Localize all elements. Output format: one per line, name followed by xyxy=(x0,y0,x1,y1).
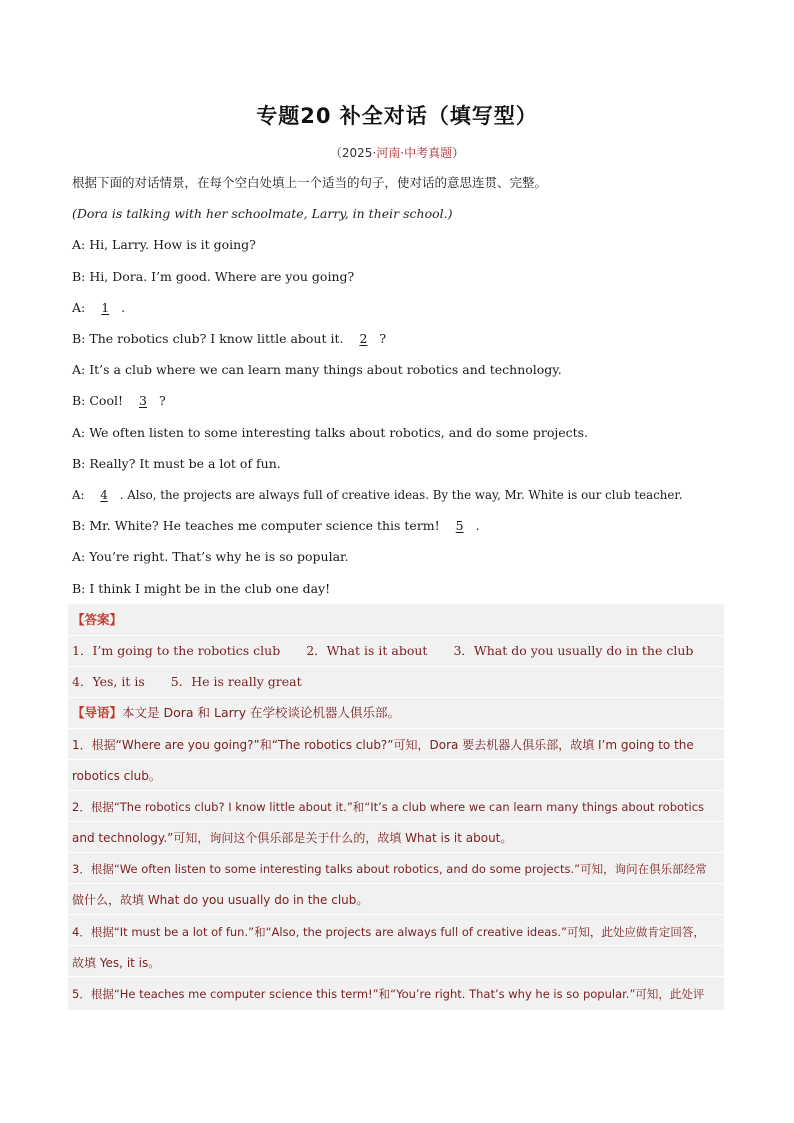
dialogue-line-10 xyxy=(72,517,480,535)
source-close: ） xyxy=(452,146,465,160)
line-suffix: ? xyxy=(379,331,387,346)
explanation-4b: 故填 Yes, it is。 xyxy=(72,956,161,970)
row-divider xyxy=(68,635,724,636)
guide-text: 本文是 Dora 和 Larry 在学校谈论机器人俱乐部。 xyxy=(122,705,401,720)
row-divider xyxy=(68,728,724,729)
dialogue-line-5: A: It’s a club where we can learn many things about robotics and technology. xyxy=(72,362,562,377)
explanation-2a: 2．根据“The robotics club? I know little about it.”和“It’s a club where we can learn many things about robotics xyxy=(72,800,705,814)
guide-row xyxy=(72,704,400,722)
explanation-1a: 1．根据“Where are you going?”和“The robotics club?”可知，Dora 要去机器人俱乐部，故填 I’m going to the xyxy=(72,738,694,752)
source-note xyxy=(0,144,794,161)
blank-5[interactable]: 5 xyxy=(455,518,464,533)
dialogue-line-1: A: Hi, Larry. How is it going? xyxy=(72,237,256,252)
explanation-1b: robotics club。 xyxy=(72,769,161,783)
answer-4: 4．Yes, it is xyxy=(72,674,145,689)
line-suffix: ? xyxy=(158,393,166,408)
blank-1[interactable]: 1 xyxy=(101,300,110,315)
line-suffix: . xyxy=(121,300,126,315)
guide-heading: 【导语】 xyxy=(72,705,123,720)
line-prefix: B: Cool! xyxy=(72,393,127,408)
dialogue-line-7: A: We often listen to some interesting talks about robotics, and do some projects. xyxy=(72,425,589,440)
dialogue-line-9 xyxy=(72,486,682,504)
answer-2: 2．What is it about xyxy=(306,643,428,658)
line-prefix: A: xyxy=(72,488,89,502)
explanation-3a: 3．根据“We often listen to some interesting talks about robotics, and do some projects.”可知，询问在俱乐部经常 xyxy=(72,862,707,876)
blank-4[interactable]: 4 xyxy=(100,488,108,502)
dialogue-line-3 xyxy=(72,299,125,317)
row-divider xyxy=(68,945,724,946)
line-prefix: A: xyxy=(72,300,90,315)
row-divider xyxy=(68,914,724,915)
blank-3[interactable]: 3 xyxy=(138,393,147,408)
line-suffix: . Also, the projects are always full of creative ideas. By the way, Mr. White is our club teacher. xyxy=(119,488,683,502)
answer-1: 1．I’m going to the robotics club xyxy=(72,643,281,658)
instruction: 根据下面的对话情景，在每个空白处填上一个适当的句子，使对话的意思连贯、完整。 xyxy=(72,175,548,190)
dialogue-line-2: B: Hi, Dora. I’m good. Where are you going? xyxy=(72,269,355,284)
row-divider xyxy=(68,697,724,698)
page-title: 专题20 补全对话（填写型） xyxy=(256,104,538,128)
line-prefix: B: Mr. White? He teaches me computer science this term! xyxy=(72,518,444,533)
row-divider xyxy=(68,666,724,667)
dialogue-line-6 xyxy=(72,392,166,410)
dialogue-line-8: B: Really? It must be a lot of fun. xyxy=(72,456,281,471)
blank-2[interactable]: 2 xyxy=(359,331,368,346)
explanation-2b: and technology.”可知，询问这个俱乐部是关于什么的，故填 What is it about。 xyxy=(72,831,513,845)
row-divider xyxy=(68,976,724,977)
dialogue-context: (Dora is talking with her schoolmate, Larry, in their school.) xyxy=(72,206,453,221)
row-divider xyxy=(68,852,724,853)
source-place: 河南·中考真题 xyxy=(376,146,453,160)
row-divider xyxy=(68,821,724,822)
row-divider xyxy=(68,883,724,884)
dialogue-line-11: A: You’re right. That’s why he is so popular. xyxy=(72,549,349,564)
answer-row-1 xyxy=(72,642,693,660)
line-prefix: B: The robotics club? I know little about it. xyxy=(72,331,348,346)
row-divider xyxy=(68,790,724,791)
explanation-3b: 做什么，故填 What do you usually do in the club。 xyxy=(72,893,369,907)
answer-3: 3．What do you usually do in the club xyxy=(453,643,694,658)
line-suffix: . xyxy=(475,518,480,533)
explanation-5a: 5．根据“He teaches me computer science this term!”和“You’re right. That’s why he is so popular.”可知，此处评 xyxy=(72,987,705,1001)
answer-heading: 【答案】 xyxy=(72,612,123,627)
explanation-4a: 4．根据“It must be a lot of fun.”和“Also, the projects are always full of creative ideas.”可知，此处应做肯定回答， xyxy=(72,925,705,939)
source-open: （ xyxy=(329,146,342,160)
source-year: 2025· xyxy=(341,146,377,160)
answer-5: 5．He is really great xyxy=(170,674,302,689)
dialogue-line-4 xyxy=(72,330,386,348)
answer-row-2 xyxy=(72,673,302,691)
row-divider xyxy=(68,759,724,760)
dialogue-line-12: B: I think I might be in the club one day! xyxy=(72,581,331,596)
